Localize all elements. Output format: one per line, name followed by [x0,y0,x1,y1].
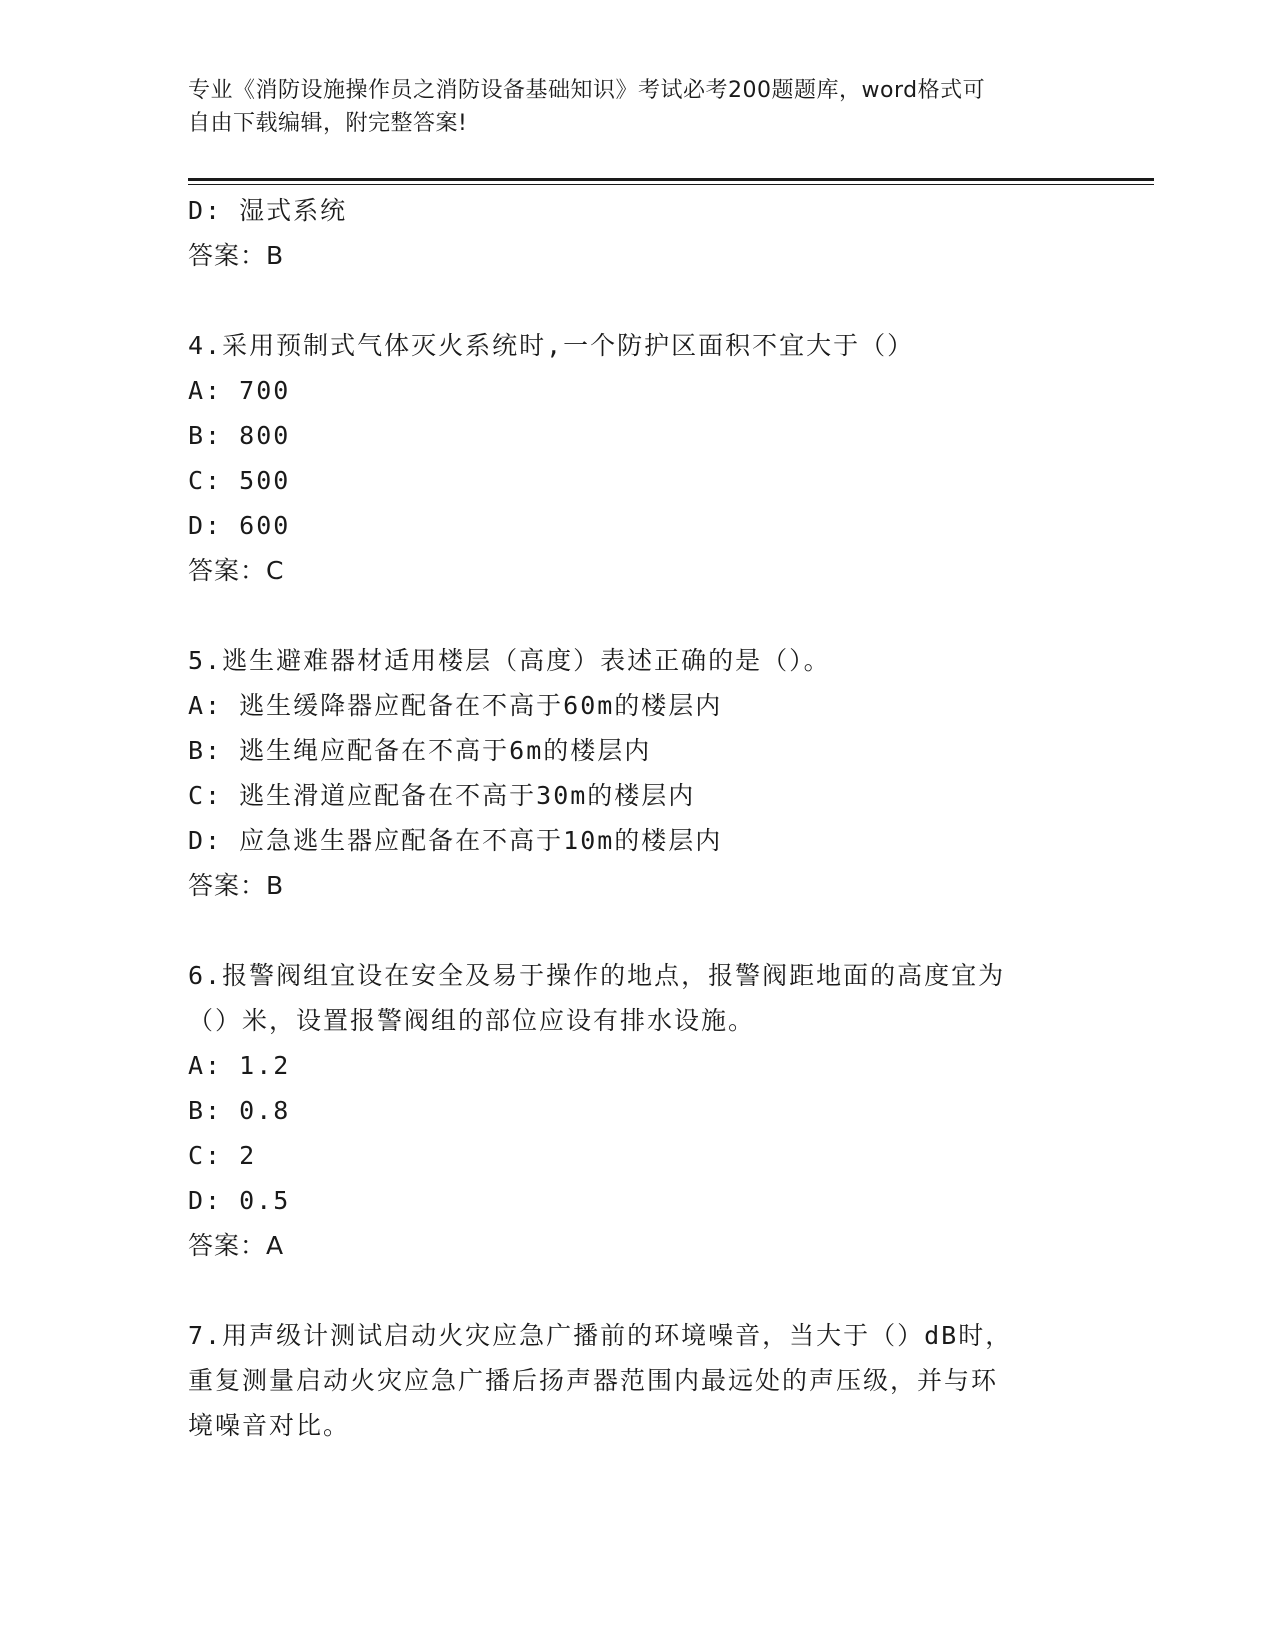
question-6-stem-line-2: （）米，设置报警阀组的部位应设有排水设施。 [188,1006,756,1035]
spacer [188,1268,1068,1313]
document-header [188,74,1068,140]
header-line-1: 专业《消防设施操作员之消防设备基础知识》考试必考200题题库，word格式可 [188,78,986,103]
spacer [188,908,1068,953]
spacer [188,278,1068,323]
question-5-option-c: C: 逃生滑道应配备在不高于30m的楼层内 [188,781,696,810]
question-4-option-d: D: 600 [188,511,291,540]
question-4-option-a: A: 700 [188,376,291,405]
question-5-option-b: B: 逃生绳应配备在不高于6m的楼层内 [188,736,652,765]
question-7-stem-line-2: 重复测量启动火灾应急广播后扬声器范围内最远处的声压级，并与环 [188,1366,999,1395]
question-5-option-d: D: 应急逃生器应配备在不高于10m的楼层内 [188,826,723,855]
header-divider-thick [188,178,1154,181]
question-list [188,188,1068,1448]
header-line-2: 自由下载编辑，附完整答案! [188,111,468,136]
question-4-option-c: C: 500 [188,466,291,495]
question-6-option-b: B: 0.8 [188,1096,291,1125]
spacer [188,593,1068,638]
question-4-stem: 4.采用预制式气体灭火系统时,一个防护区面积不宜大于（） [188,331,915,360]
prev-option-d: D: 湿式系统 [188,196,348,225]
prev-answer: 答案：B [188,241,285,270]
question-4-option-b: B: 800 [188,421,291,450]
question-4-answer: 答案：C [188,556,285,585]
question-6-answer: 答案：A [188,1231,285,1260]
header-divider-thin [188,184,1154,185]
question-6-option-a: A: 1.2 [188,1051,291,1080]
question-5-stem: 5.逃生避难器材适用楼层（高度）表述正确的是（）。 [188,646,831,675]
question-5-answer: 答案：B [188,871,285,900]
question-7-stem-line-1: 7.用声级计测试启动火灾应急广播前的环境噪音，当大于（）dB时， [188,1321,1013,1350]
question-7-stem-line-3: 境噪音对比。 [188,1411,351,1440]
question-6-option-c: C: 2 [188,1141,257,1170]
question-6-stem-line-1: 6.报警阀组宜设在安全及易于操作的地点，报警阀距地面的高度宜为 [188,961,1006,990]
question-6-option-d: D: 0.5 [188,1186,291,1215]
question-5-option-a: A: 逃生缓降器应配备在不高于60m的楼层内 [188,691,723,720]
